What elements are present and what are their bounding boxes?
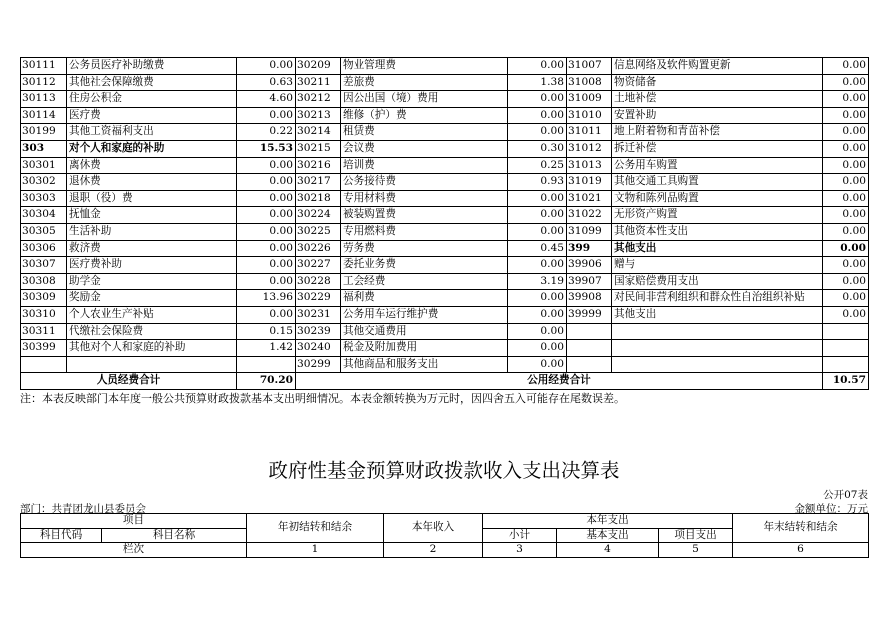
subject-code-cell: 30112 (21, 74, 67, 91)
amount-cell: 0.00 (823, 140, 869, 157)
amount-cell: 0.00 (508, 107, 567, 124)
amount-cell: 0.00 (508, 257, 567, 274)
header-row-1 (21, 514, 869, 529)
table-row (21, 240, 869, 257)
table-row (21, 223, 869, 240)
amount-cell: 0.00 (237, 190, 296, 207)
subject-name-cell: 对个人和家庭的补助 (67, 140, 237, 157)
subject-name-cell: 委托业务费 (341, 257, 508, 274)
subject-code-cell: 31007 (567, 58, 612, 75)
subject-name-cell: 医疗费补助 (67, 257, 237, 274)
subject-name-cell: 抚恤金 (67, 207, 237, 224)
amount-cell: 0.00 (508, 223, 567, 240)
subject-name-cell: 物业管理费 (341, 58, 508, 75)
subject-code-cell: 31099 (567, 223, 612, 240)
amount-cell: 0.93 (508, 174, 567, 191)
subject-name-cell: 信息网络及软件购置更新 (612, 58, 823, 75)
subject-code-cell: 30310 (21, 306, 67, 323)
amount-cell: 0.00 (823, 91, 869, 108)
subject-name-cell: 物资储备 (612, 74, 823, 91)
table-row (21, 174, 869, 191)
code-header: 科目代码 (21, 528, 102, 543)
subject-name-cell: 培训费 (341, 157, 508, 174)
subject-name-cell: 公务用车购置 (612, 157, 823, 174)
col-5: 5 (659, 543, 733, 558)
amount-cell: 3.19 (508, 273, 567, 290)
amount-cell: 0.00 (508, 190, 567, 207)
subject-name-cell: 其他支出 (612, 306, 823, 323)
subject-code-cell: 30212 (296, 91, 341, 108)
subject-code-cell: 30224 (296, 207, 341, 224)
subject-code-cell: 30305 (21, 223, 67, 240)
amount-cell: 0.00 (823, 240, 869, 257)
table-row (21, 91, 869, 108)
amount-cell: 0.00 (823, 174, 869, 191)
item-header: 项目 (21, 514, 247, 529)
public-total-label: 公用经费合计 (296, 373, 823, 390)
subject-name-cell: 其他交通工具购置 (612, 174, 823, 191)
table-row (21, 157, 869, 174)
table-row (21, 190, 869, 207)
subject-name-cell: 个人农业生产补贴 (67, 306, 237, 323)
subject-code-cell: 30215 (296, 140, 341, 157)
totals-row (21, 373, 869, 390)
subject-name-cell: 医疗费 (67, 107, 237, 124)
page-title: 政府性基金预算财政拨款收入支出决算表 (268, 459, 620, 482)
subject-name-cell: 土地补偿 (612, 91, 823, 108)
subject-name-cell: 税金及附加费用 (341, 340, 508, 357)
subject-name-cell: 住房公积金 (67, 91, 237, 108)
table-row (21, 107, 869, 124)
subject-code-cell: 31021 (567, 190, 612, 207)
subject-code-cell: 30226 (296, 240, 341, 257)
subject-name-cell: 劳务费 (341, 240, 508, 257)
subject-code-cell: 30214 (296, 124, 341, 141)
amount-cell: 0.00 (823, 124, 869, 141)
table-row (21, 140, 869, 157)
amount-cell: 0.00 (237, 157, 296, 174)
public-total-value: 10.57 (823, 373, 869, 390)
table-row (21, 273, 869, 290)
subject-code-cell: 30227 (296, 257, 341, 274)
subject-name-cell (612, 323, 823, 340)
personnel-total-value: 70.20 (237, 373, 296, 390)
subject-code-cell: 30302 (21, 174, 67, 191)
amount-cell: 0.00 (237, 223, 296, 240)
subject-name-cell: 奖励金 (67, 290, 237, 307)
department-label: 部门：共青团龙山县委员会 (20, 503, 146, 515)
amount-cell: 0.00 (823, 58, 869, 75)
subject-code-cell: 30209 (296, 58, 341, 75)
table-row (21, 58, 869, 75)
subject-code-cell: 30307 (21, 257, 67, 274)
col-label: 栏次 (21, 543, 247, 558)
amount-cell: 0.00 (508, 207, 567, 224)
subject-name-cell: 其他资本性支出 (612, 223, 823, 240)
subject-name-cell: 文物和陈列品购置 (612, 190, 823, 207)
end-balance-header: 年末结转和结余 (733, 514, 869, 543)
subject-code-cell: 30111 (21, 58, 67, 75)
col-3: 3 (483, 543, 557, 558)
table-row (21, 340, 869, 357)
subject-name-cell: 公务员医疗补助缴费 (67, 58, 237, 75)
amount-cell: 0.00 (823, 107, 869, 124)
subject-code-cell: 30228 (296, 273, 341, 290)
subject-code-cell: 30301 (21, 157, 67, 174)
subject-code-cell: 30308 (21, 273, 67, 290)
subject-name-cell: 其他对个人和家庭的补助 (67, 340, 237, 357)
subject-code-cell: 30304 (21, 207, 67, 224)
subject-name-cell: 公务接待费 (341, 174, 508, 191)
subject-name-cell: 其他商品和服务支出 (341, 356, 508, 373)
subtotal-header: 小计 (483, 528, 557, 543)
amount-cell (237, 356, 296, 373)
amount-cell: 0.00 (237, 257, 296, 274)
subject-code-cell: 30240 (296, 340, 341, 357)
subject-code-cell: 303 (21, 140, 67, 157)
subject-name-cell: 退职（役）费 (67, 190, 237, 207)
subject-code-cell: 399 (567, 240, 612, 257)
amount-cell: 0.00 (823, 257, 869, 274)
personnel-total-label: 人员经费合计 (21, 373, 237, 390)
subject-name-cell: 租赁费 (341, 124, 508, 141)
basic-expenditure-detail-table (20, 57, 869, 390)
table-note: 注：本表反映部门本年度一般公共预算财政拨款基本支出明细情况。本表金额转换为万元时，因四舍五入可能存在尾数误差。 (20, 392, 625, 405)
table-row (21, 290, 869, 307)
subject-code-cell: 30239 (296, 323, 341, 340)
subject-code-cell: 30229 (296, 290, 341, 307)
amount-cell: 1.38 (508, 74, 567, 91)
subject-code-cell: 30306 (21, 240, 67, 257)
col-6: 6 (733, 543, 869, 558)
subject-name-cell (67, 356, 237, 373)
subject-name-cell: 退休费 (67, 174, 237, 191)
amount-cell: 0.00 (823, 74, 869, 91)
amount-cell: 0.00 (823, 306, 869, 323)
subject-name-cell: 对民间非营利组织和群众性自治组织补贴 (612, 290, 823, 307)
amount-cell: 0.00 (237, 58, 296, 75)
subject-code-cell: 30216 (296, 157, 341, 174)
table-row (21, 356, 869, 373)
amount-cell: 4.60 (237, 91, 296, 108)
subject-name-cell: 国家赔偿费用支出 (612, 273, 823, 290)
name-header: 科目名称 (102, 528, 247, 543)
subject-code-cell: 31022 (567, 207, 612, 224)
subject-code-cell: 30299 (296, 356, 341, 373)
subject-name-cell: 代缴社会保险费 (67, 323, 237, 340)
amount-cell: 0.00 (508, 340, 567, 357)
amount-cell: 0.00 (823, 190, 869, 207)
subject-name-cell: 专用燃料费 (341, 223, 508, 240)
subject-code-cell: 30213 (296, 107, 341, 124)
project-header: 项目支出 (659, 528, 733, 543)
income-header: 本年收入 (384, 514, 483, 543)
amount-cell: 15.53 (237, 140, 296, 157)
subject-code-cell: 30211 (296, 74, 341, 91)
subject-name-cell: 其他工资福利支出 (67, 124, 237, 141)
subject-code-cell: 30303 (21, 190, 67, 207)
amount-cell: 0.00 (508, 91, 567, 108)
amount-cell: 0.00 (237, 174, 296, 191)
subject-code-cell: 31013 (567, 157, 612, 174)
subject-code-cell: 39907 (567, 273, 612, 290)
amount-cell: 0.00 (508, 306, 567, 323)
subject-name-cell: 专用材料费 (341, 190, 508, 207)
subject-code-cell (567, 340, 612, 357)
amount-cell: 0.00 (508, 290, 567, 307)
subject-code-cell: 31009 (567, 91, 612, 108)
table-row (21, 124, 869, 141)
subject-name-cell: 工会经费 (341, 273, 508, 290)
begin-balance-header: 年初结转和结余 (247, 514, 384, 543)
amount-cell: 0.00 (237, 107, 296, 124)
subject-name-cell: 因公出国（境）费用 (341, 91, 508, 108)
subject-name-cell: 拆迁补偿 (612, 140, 823, 157)
amount-cell: 0.00 (237, 273, 296, 290)
subject-name-cell: 其他支出 (612, 240, 823, 257)
subject-code-cell: 30218 (296, 190, 341, 207)
subject-code-cell: 39906 (567, 257, 612, 274)
subject-name-cell: 其他社会保障缴费 (67, 74, 237, 91)
subject-name-cell: 无形资产购置 (612, 207, 823, 224)
subject-code-cell: 31010 (567, 107, 612, 124)
amount-cell: 0.63 (237, 74, 296, 91)
subject-name-cell: 离休费 (67, 157, 237, 174)
amount-cell: 0.00 (237, 240, 296, 257)
subject-code-cell: 30199 (21, 124, 67, 141)
subject-code-cell: 30311 (21, 323, 67, 340)
column-index-row (21, 543, 869, 558)
expense-header: 本年支出 (483, 514, 733, 529)
col-4: 4 (557, 543, 659, 558)
fund-budget-table (20, 513, 869, 558)
amount-cell: 0.00 (823, 223, 869, 240)
table-row (21, 306, 869, 323)
subject-code-cell (21, 356, 67, 373)
subject-name-cell: 地上附着物和青苗补偿 (612, 124, 823, 141)
subject-code-cell (567, 323, 612, 340)
subject-name-cell: 福利费 (341, 290, 508, 307)
subject-name-cell: 会议费 (341, 140, 508, 157)
subject-code-cell: 30309 (21, 290, 67, 307)
col-2: 2 (384, 543, 483, 558)
amount-cell: 0.00 (508, 323, 567, 340)
amount-cell: 0.45 (508, 240, 567, 257)
subject-name-cell: 生活补助 (67, 223, 237, 240)
subject-name-cell: 维修（护）费 (341, 107, 508, 124)
subject-code-cell: 31019 (567, 174, 612, 191)
amount-cell: 1.42 (237, 340, 296, 357)
amount-cell: 0.00 (237, 207, 296, 224)
amount-cell: 0.00 (823, 290, 869, 307)
amount-cell (823, 323, 869, 340)
amount-cell: 0.00 (823, 207, 869, 224)
subject-name-cell: 公务用车运行维护费 (341, 306, 508, 323)
amount-cell (823, 340, 869, 357)
amount-cell: 0.00 (823, 273, 869, 290)
subject-code-cell: 30231 (296, 306, 341, 323)
subject-code-cell: 39999 (567, 306, 612, 323)
subject-code-cell: 30399 (21, 340, 67, 357)
subject-name-cell: 差旅费 (341, 74, 508, 91)
col-1: 1 (247, 543, 384, 558)
table-row (21, 323, 869, 340)
subject-name-cell (612, 340, 823, 357)
amount-cell: 0.22 (237, 124, 296, 141)
amount-unit-label: 金额单位：万元 (794, 503, 868, 515)
amount-cell: 0.00 (508, 124, 567, 141)
subject-code-cell: 30114 (21, 107, 67, 124)
amount-cell: 0.25 (508, 157, 567, 174)
subject-code-cell: 30217 (296, 174, 341, 191)
basic-header: 基本支出 (557, 528, 659, 543)
subject-code-cell: 30225 (296, 223, 341, 240)
table-row (21, 257, 869, 274)
subject-code-cell: 39908 (567, 290, 612, 307)
amount-cell: 0.00 (508, 356, 567, 373)
amount-cell: 0.00 (237, 306, 296, 323)
subject-name-cell: 赠与 (612, 257, 823, 274)
subject-name-cell: 被装购置费 (341, 207, 508, 224)
subject-code-cell: 31008 (567, 74, 612, 91)
amount-cell: 0.00 (508, 58, 567, 75)
amount-cell: 13.96 (237, 290, 296, 307)
subject-name-cell: 救济费 (67, 240, 237, 257)
subject-code-cell (567, 356, 612, 373)
subject-name-cell: 其他交通费用 (341, 323, 508, 340)
subject-name-cell: 助学金 (67, 273, 237, 290)
table-row (21, 74, 869, 91)
subject-code-cell: 30113 (21, 91, 67, 108)
form-number: 公开07表 (823, 489, 868, 501)
amount-cell (823, 356, 869, 373)
amount-cell: 0.30 (508, 140, 567, 157)
amount-cell: 0.15 (237, 323, 296, 340)
subject-name-cell: 安置补助 (612, 107, 823, 124)
subject-code-cell: 31012 (567, 140, 612, 157)
subject-name-cell (612, 356, 823, 373)
table-row (21, 207, 869, 224)
subject-code-cell: 31011 (567, 124, 612, 141)
amount-cell: 0.00 (823, 157, 869, 174)
